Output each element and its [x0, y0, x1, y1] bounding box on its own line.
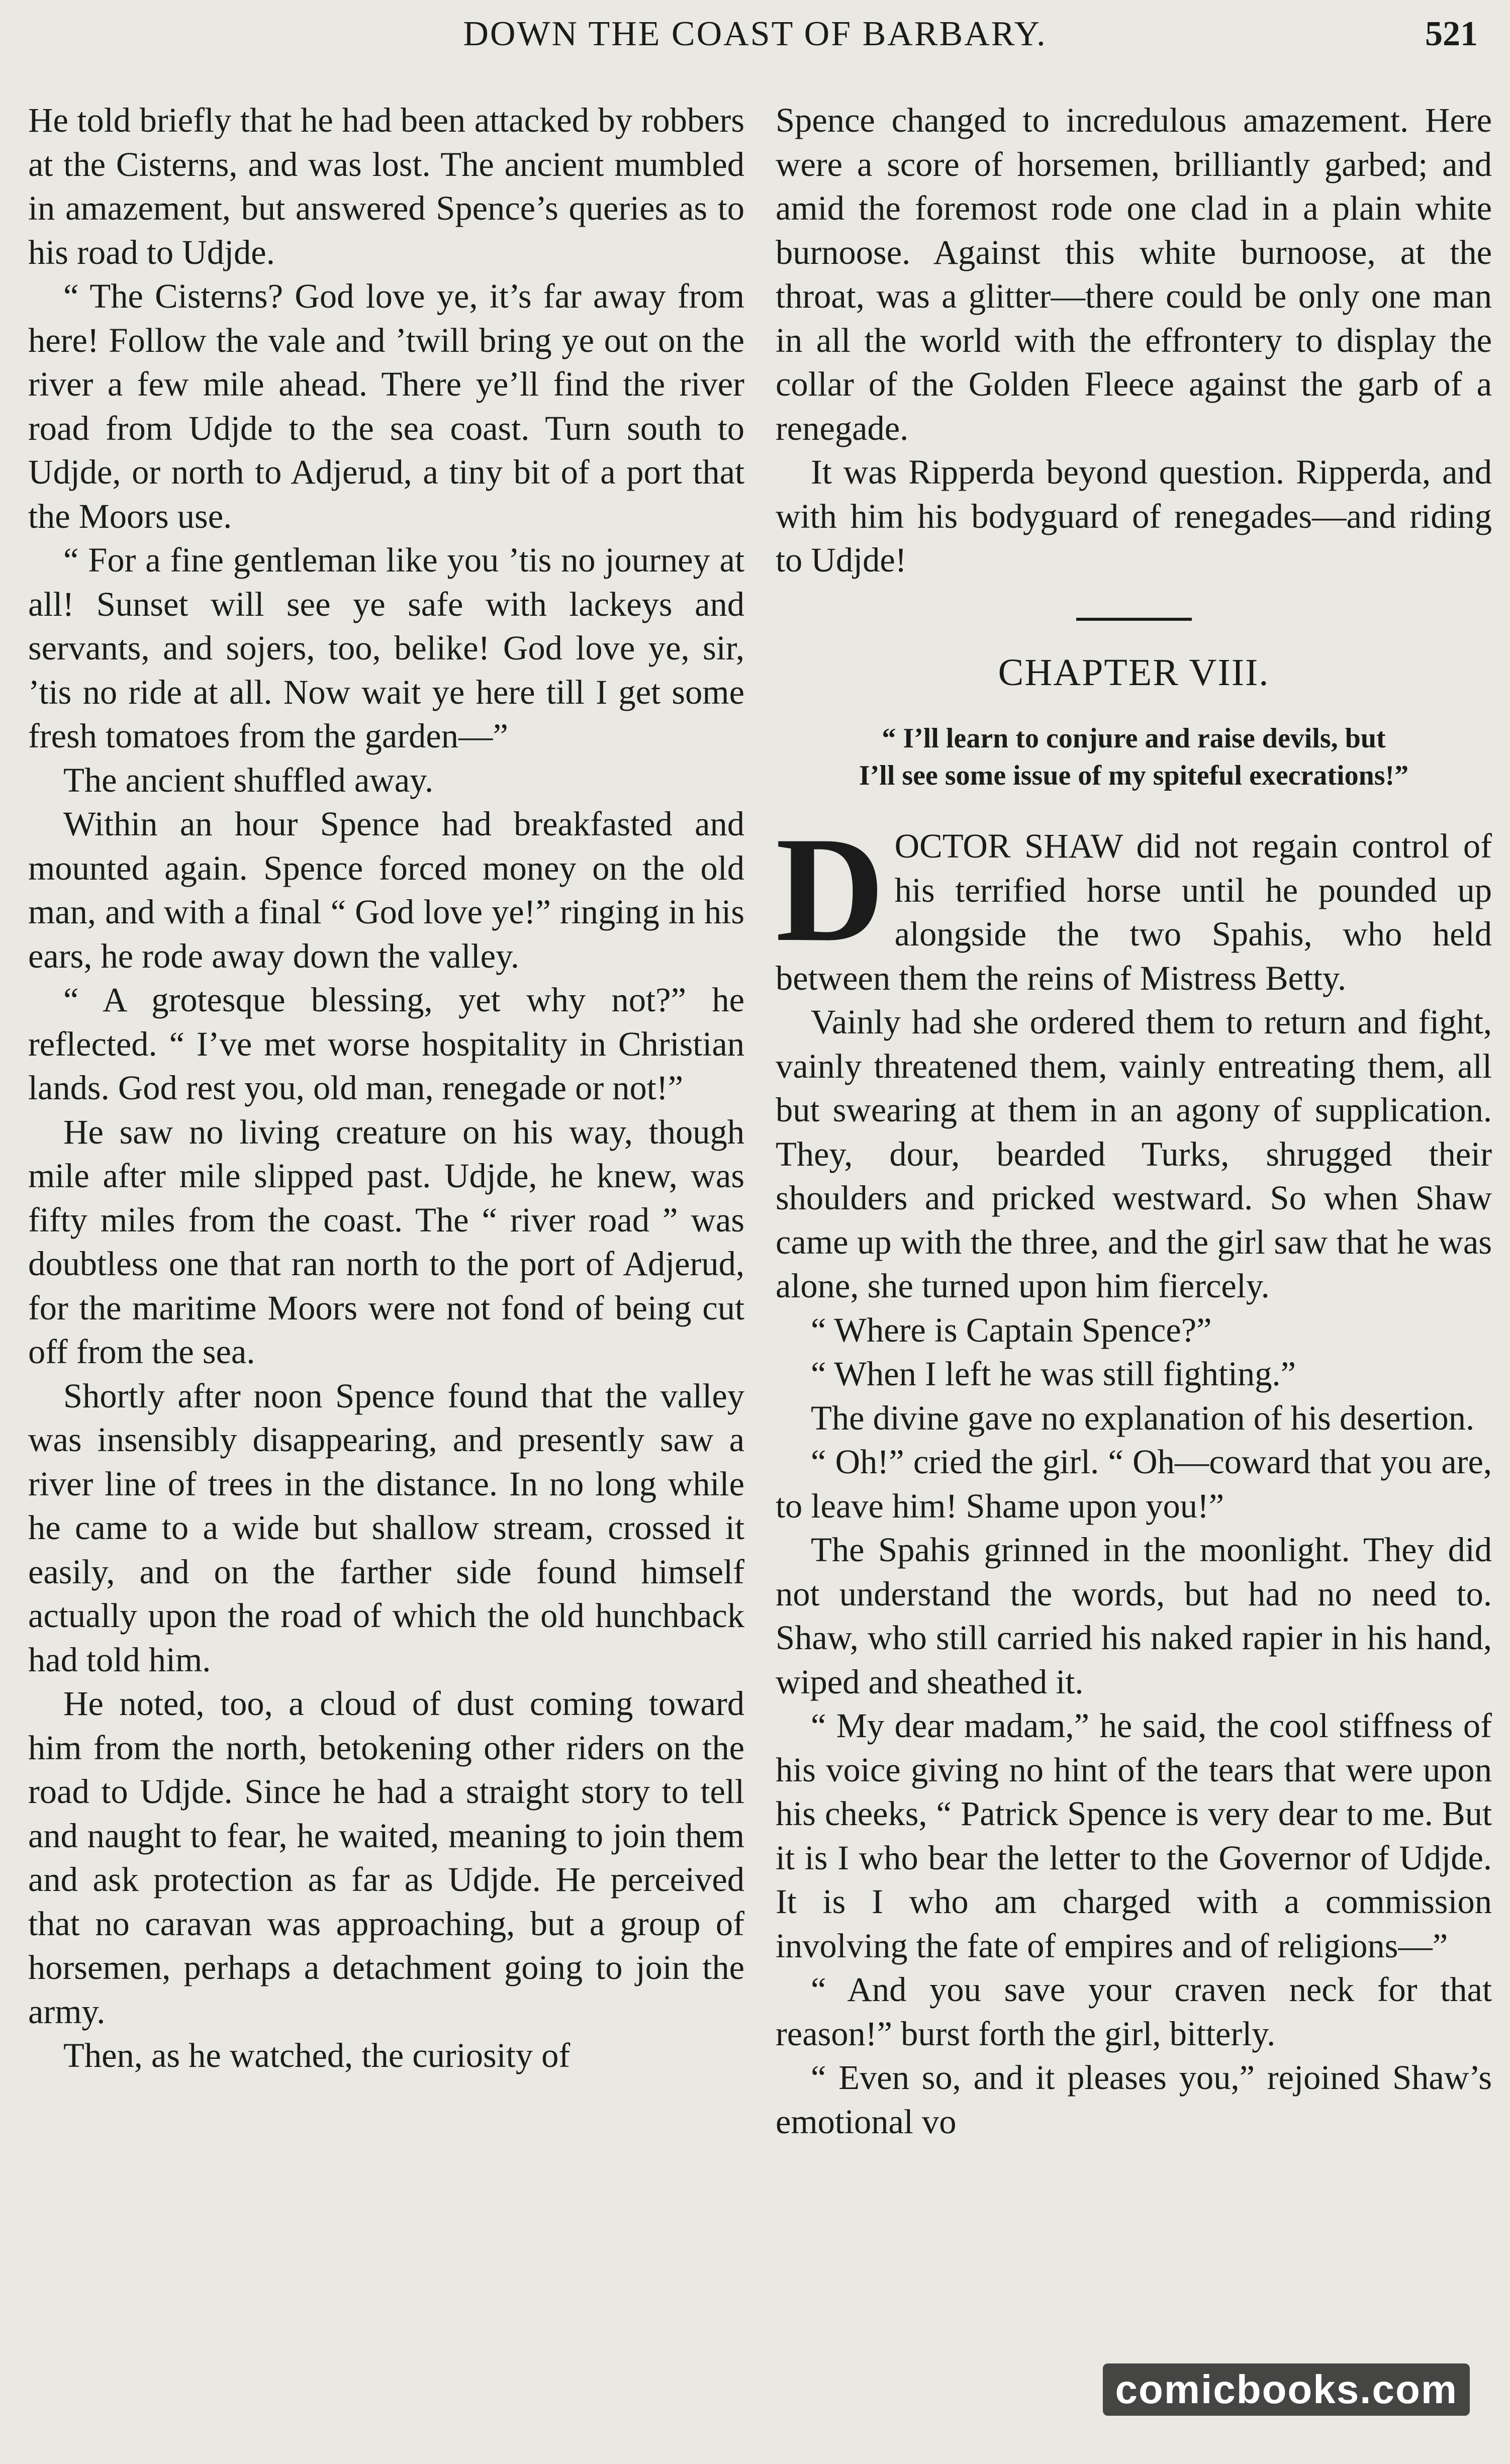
- section-rule: [1076, 618, 1192, 621]
- paragraph: Vainly had she ordered them to return and fight, vainly threatened them, vainly entreating them, all but swearing at them in an agony of supplication. They, dour, bearded Turks, shrugged their shoulders and pricked westward. So when Shaw came up with the three, and the girl saw that he was alone, she turned upon him fiercely.: [776, 1003, 1492, 1305]
- drop-cap: D: [776, 806, 885, 973]
- paragraph-text: OCTOR SHAW did not regain control of his terrified horse until he pounded up alongside the two Spahis, who held between them the reins of Mistress Betty.: [776, 827, 1492, 997]
- epigraph-line: “ I’ll learn to conjure and raise devils, but: [882, 723, 1386, 754]
- paragraph: “ Where is Captain Spence?”: [811, 1310, 1212, 1349]
- paragraph: The divine gave no explanation of his desertion.: [811, 1398, 1475, 1437]
- epigraph: [776, 720, 1492, 794]
- running-title: DOWN THE COAST OF BARBARY.: [463, 15, 1047, 53]
- right-column: [776, 99, 1492, 2461]
- paragraph: The ancient shuffled away.: [63, 761, 434, 799]
- paragraph: It was Ripperda beyond question. Ripperda, and with him his bodyguard of renegades—and riding to Udjde!: [776, 453, 1492, 579]
- paragraph-with-drop-cap: [776, 806, 1492, 1000]
- paragraph: “ For a fine gentleman like you ’tis no journey at all! Sunset will see ye safe with lackeys and servants, and sojers, too, belike! God love ye, sir, ’tis no ride at all. Now wait ye here till I get some fresh tomatoes from the garden—”: [28, 541, 744, 755]
- paragraph: He told briefly that he had been attacked by robbers at the Cisterns, and was lost. The ancient mumbled in amazement, but answered Spence’s queries as to his road to Udjde.: [28, 101, 744, 271]
- paragraph: Spence changed to incredulous amazement. Here were a score of horsemen, brilliantly garbed; and amid the foremost rode one clad in a plain white burnoose. Against this white burnoose, at the throat, was a glitter—there could be only one man in all the world with the effrontery to display the collar of the Golden Fleece against the garb of a renegade.: [776, 101, 1492, 447]
- paragraph: “ My dear madam,” he said, the cool stiffness of his voice giving no hint of the tears that were upon his cheeks, “ Patrick Spence is very dear to me. But it is I who bear the letter to the Governor of Udjde. It is I who am charged with a commission involving the fate of empires and of religions—”: [776, 1707, 1492, 1965]
- chapter-title: CHAPTER VIII.: [998, 651, 1270, 694]
- paragraph: “ When I left he was still fighting.”: [811, 1355, 1296, 1393]
- left-column: [28, 99, 744, 2461]
- paragraph: “ A grotesque blessing, yet why not?” he reflected. “ I’ve met worse hospitality in Christian lands. God rest you, old man, renegade or not!”: [28, 981, 744, 1107]
- page-number: 521: [1425, 15, 1478, 53]
- paragraph: He saw no living creature on his way, though mile after mile slipped past. Udjde, he knew, was fifty miles from the coast. The “ river road ” was doubtless one that ran north to the port of Adjerud, for the maritime Moors were not fond of being cut off from the sea.: [28, 1112, 744, 1371]
- paragraph: Within an hour Spence had breakfasted and mounted again. Spence forced money on the old man, and with a final “ God love ye!” ringing in his ears, he rode away down the valley.: [28, 805, 744, 975]
- paragraph: “ And you save your craven neck for that reason!” burst forth the girl, bitterly.: [776, 1970, 1492, 2053]
- paragraph: “ The Cisterns? God love ye, it’s far away from here! Follow the vale and ’twill bring ye out on the river a few mile ahead. There ye’ll find the river road from Udjde to the sea coast. Turn south to Udjde, or north to Adjerud, a tiny bit of a port that the Moors use.: [28, 277, 744, 535]
- epigraph-line: I’ll see some issue of my spiteful execrations!”: [859, 760, 1409, 791]
- paragraph: Shortly after noon Spence found that the valley was insensibly disappearing, and presently saw a river line of trees in the distance. In no long while he came to a wide but shallow stream, crossed it easily, and on the farther side found himself actually upon the road of which the old hunchback had told him.: [28, 1376, 744, 1679]
- paragraph: Then, as he watched, the curiosity of: [63, 2036, 571, 2074]
- paragraph: “ Even so, and it pleases you,” rejoined Shaw’s emotional vo: [776, 2058, 1492, 2141]
- watermark: comicbooks.com: [1103, 2363, 1470, 2416]
- paragraph: The Spahis grinned in the moonlight. They did not understand the words, but had no need to. Shaw, who still carried his naked rapier in his hand, wiped and sheathed it.: [776, 1531, 1492, 1701]
- page-header: [0, 9, 1510, 64]
- paragraph: He noted, too, a cloud of dust coming toward him from the north, betokening other riders on the road to Udjde. Since he had a straight story to tell and naught to fear, he waited, meaning to join them and ask protection as far as Udjde. He perceived that no caravan was approaching, but a group of horsemen, perhaps a detachment going to join the army.: [28, 1684, 744, 2031]
- paragraph: “ Oh!” cried the girl. “ Oh—coward that you are, to leave him! Shame upon you!”: [776, 1443, 1492, 1525]
